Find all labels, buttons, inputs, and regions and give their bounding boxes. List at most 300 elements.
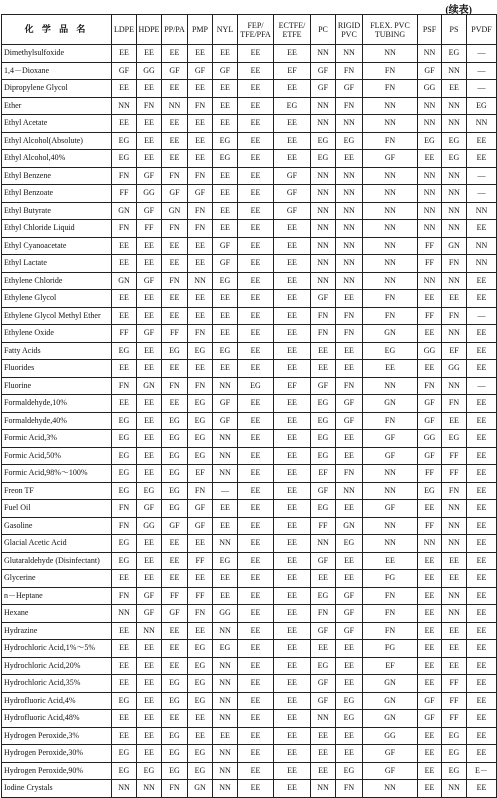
table-row: [2, 220, 497, 238]
rating-cell: NN: [311, 185, 336, 203]
rating-cell: EE: [137, 342, 162, 360]
rating-cell: EE: [162, 570, 188, 588]
rating-cell: GF: [137, 605, 162, 623]
rating-cell: EG: [311, 657, 336, 675]
rating-cell: FG: [363, 570, 418, 588]
table-row: [2, 692, 497, 710]
rating-cell: EE: [418, 360, 442, 378]
rating-cell: EG: [112, 745, 137, 763]
rating-cell: EE: [112, 675, 137, 693]
rating-cell: EE: [467, 360, 497, 378]
rating-cell: EG: [213, 132, 238, 150]
rating-cell: GF: [363, 150, 418, 168]
rating-cell: EE: [162, 255, 188, 273]
rating-cell: EE: [137, 412, 162, 430]
rating-cell: EE: [162, 150, 188, 168]
rating-cell: GF: [418, 62, 442, 80]
rating-cell: NN: [213, 745, 238, 763]
rating-cell: GF: [213, 412, 238, 430]
rating-cell: EE: [467, 622, 497, 640]
chemical-name-cell: Dipropylene Glycol: [2, 80, 112, 98]
rating-cell: EE: [274, 412, 311, 430]
rating-cell: EE: [238, 360, 274, 378]
table-row: [2, 360, 497, 378]
chemical-resistance-table: [1, 14, 497, 798]
table-row: [2, 430, 497, 448]
rating-cell: EG: [112, 150, 137, 168]
rating-cell: EG: [363, 342, 418, 360]
rating-cell: EE: [467, 465, 497, 483]
rating-cell: EG: [336, 710, 363, 728]
rating-cell: EE: [213, 220, 238, 238]
rating-cell: GF: [336, 605, 363, 623]
rating-cell: GF: [137, 202, 162, 220]
table-row: [2, 500, 497, 518]
rating-cell: EG: [137, 482, 162, 500]
rating-cell: NN: [418, 167, 442, 185]
rating-cell: EE: [162, 710, 188, 728]
rating-cell: NN: [213, 377, 238, 395]
rating-cell: NN: [213, 657, 238, 675]
rating-cell: EE: [418, 675, 442, 693]
table-row: [2, 447, 497, 465]
chemical-name-cell: Gasoline: [2, 517, 112, 535]
rating-cell: NN: [336, 115, 363, 133]
rating-cell: EG: [112, 342, 137, 360]
chemical-name-cell: Dimethylsulfoxide: [2, 45, 112, 63]
rating-cell: EE: [442, 412, 467, 430]
rating-cell: EE: [274, 535, 311, 553]
rating-cell: EG: [162, 692, 188, 710]
rating-cell: EG: [274, 97, 311, 115]
rating-cell: EE: [238, 45, 274, 63]
rating-cell: —: [467, 307, 497, 325]
rating-cell: EG: [188, 395, 213, 413]
rating-cell: FF: [442, 465, 467, 483]
rating-cell: EE: [274, 692, 311, 710]
rating-cell: EE: [336, 500, 363, 518]
rating-cell: NN: [442, 220, 467, 238]
rating-cell: FF: [188, 587, 213, 605]
rating-cell: EE: [336, 657, 363, 675]
rating-cell: EE: [112, 640, 137, 658]
rating-cell: EE: [238, 167, 274, 185]
rating-cell: EE: [137, 535, 162, 553]
rating-cell: EG: [162, 482, 188, 500]
rating-cell: NN: [213, 675, 238, 693]
rating-cell: —: [467, 167, 497, 185]
rating-cell: EG: [188, 745, 213, 763]
rating-cell: EE: [213, 185, 238, 203]
rating-cell: EE: [238, 675, 274, 693]
rating-cell: EE: [274, 570, 311, 588]
rating-cell: NN: [418, 220, 442, 238]
header-pc: PC: [311, 15, 336, 45]
rating-cell: EE: [162, 657, 188, 675]
rating-cell: EE: [467, 710, 497, 728]
rating-cell: FN: [363, 412, 418, 430]
rating-cell: EE: [238, 237, 274, 255]
rating-cell: NN: [442, 500, 467, 518]
rating-cell: FN: [336, 62, 363, 80]
rating-cell: EF: [311, 465, 336, 483]
chemical-name-cell: Fuel Oil: [2, 500, 112, 518]
rating-cell: GF: [213, 62, 238, 80]
rating-cell: GF: [336, 80, 363, 98]
rating-cell: NN: [311, 780, 336, 798]
rating-cell: EE: [274, 342, 311, 360]
rating-cell: EE: [112, 395, 137, 413]
rating-cell: NN: [442, 115, 467, 133]
rating-cell: FN: [336, 325, 363, 343]
chemical-name-cell: Hexane: [2, 605, 112, 623]
rating-cell: EE: [418, 570, 442, 588]
rating-cell: EG: [442, 45, 467, 63]
rating-cell: EE: [137, 710, 162, 728]
rating-cell: EE: [274, 780, 311, 798]
rating-cell: FN: [188, 482, 213, 500]
rating-cell: NN: [213, 447, 238, 465]
rating-cell: NN: [442, 202, 467, 220]
rating-cell: FN: [112, 220, 137, 238]
rating-cell: EE: [418, 150, 442, 168]
table-row: [2, 255, 497, 273]
rating-cell: EE: [238, 500, 274, 518]
header-pmp: PMP: [188, 15, 213, 45]
rating-cell: EE: [238, 185, 274, 203]
rating-cell: EE: [112, 727, 137, 745]
rating-cell: EG: [442, 727, 467, 745]
rating-cell: GF: [137, 167, 162, 185]
rating-cell: EE: [188, 115, 213, 133]
rating-cell: NN: [363, 377, 418, 395]
rating-cell: NN: [418, 115, 442, 133]
rating-cell: NN: [137, 780, 162, 798]
chemical-name-cell: Ethyl Butyrate: [2, 202, 112, 220]
rating-cell: EG: [188, 412, 213, 430]
rating-cell: FF: [162, 325, 188, 343]
rating-cell: EE: [238, 430, 274, 448]
rating-cell: GF: [137, 325, 162, 343]
rating-cell: FF: [442, 675, 467, 693]
rating-cell: EE: [274, 45, 311, 63]
chemical-name-cell: Glycerine: [2, 570, 112, 588]
rating-cell: GF: [311, 692, 336, 710]
rating-cell: EE: [336, 290, 363, 308]
rating-cell: NN: [213, 762, 238, 780]
rating-cell: EE: [238, 517, 274, 535]
table-row: [2, 45, 497, 63]
rating-cell: EE: [467, 727, 497, 745]
rating-cell: EG: [311, 447, 336, 465]
rating-cell: —: [467, 80, 497, 98]
rating-cell: GF: [162, 517, 188, 535]
rating-cell: EE: [467, 342, 497, 360]
rating-cell: NN: [442, 62, 467, 80]
rating-cell: EE: [112, 115, 137, 133]
rating-cell: EE: [274, 132, 311, 150]
rating-cell: EE: [336, 150, 363, 168]
rating-cell: NN: [442, 167, 467, 185]
rating-cell: GG: [137, 185, 162, 203]
rating-cell: EE: [162, 290, 188, 308]
rating-cell: EE: [418, 727, 442, 745]
chemical-name-cell: n－Heptane: [2, 587, 112, 605]
header-ps: PS: [442, 15, 467, 45]
rating-cell: GF: [336, 412, 363, 430]
rating-cell: NN: [418, 535, 442, 553]
table-row: [2, 482, 497, 500]
rating-cell: FN: [442, 482, 467, 500]
rating-cell: EE: [137, 552, 162, 570]
rating-cell: FF: [137, 220, 162, 238]
table-row: [2, 202, 497, 220]
table-row: [2, 185, 497, 203]
rating-cell: EE: [213, 570, 238, 588]
rating-cell: GN: [137, 377, 162, 395]
chemical-name-cell: Ethyl Alcohol(Absolute): [2, 132, 112, 150]
header-nyl: NYL: [213, 15, 238, 45]
rating-cell: FN: [188, 97, 213, 115]
rating-cell: EE: [274, 675, 311, 693]
rating-cell: NN: [336, 167, 363, 185]
rating-cell: EG: [112, 430, 137, 448]
rating-cell: GF: [311, 290, 336, 308]
rating-cell: EE: [274, 307, 311, 325]
chemical-name-cell: Fluorides: [2, 360, 112, 378]
rating-cell: NN: [213, 692, 238, 710]
rating-cell: FN: [363, 605, 418, 623]
rating-cell: EE: [137, 237, 162, 255]
rating-cell: EG: [213, 552, 238, 570]
rating-cell: NN: [311, 237, 336, 255]
rating-cell: EG: [162, 675, 188, 693]
rating-cell: EE: [188, 727, 213, 745]
header-row: [2, 15, 497, 45]
rating-cell: EE: [336, 430, 363, 448]
table-row: [2, 605, 497, 623]
rating-cell: GN: [363, 692, 418, 710]
rating-cell: EE: [162, 307, 188, 325]
rating-cell: NN: [311, 272, 336, 290]
rating-cell: EE: [363, 552, 418, 570]
rating-cell: EE: [112, 360, 137, 378]
rating-cell: EE: [274, 290, 311, 308]
rating-cell: EG: [188, 675, 213, 693]
rating-cell: EE: [112, 290, 137, 308]
chemical-name-cell: Hydrochloric Acid,35%: [2, 675, 112, 693]
table-row: [2, 780, 497, 798]
rating-cell: EG: [213, 150, 238, 168]
rating-cell: EE: [137, 307, 162, 325]
rating-cell: GG: [137, 62, 162, 80]
rating-cell: EE: [274, 465, 311, 483]
chemical-name-cell: Hydrofluoric Acid,4%: [2, 692, 112, 710]
rating-cell: FN: [363, 622, 418, 640]
rating-cell: EE: [188, 570, 213, 588]
rating-cell: EE: [213, 115, 238, 133]
rating-cell: NN: [311, 710, 336, 728]
rating-cell: EE: [112, 237, 137, 255]
rating-cell: FF: [418, 517, 442, 535]
rating-cell: EE: [336, 342, 363, 360]
rating-cell: EE: [442, 657, 467, 675]
rating-cell: FN: [442, 395, 467, 413]
rating-cell: GG: [137, 517, 162, 535]
rating-cell: NN: [442, 605, 467, 623]
rating-cell: EE: [336, 570, 363, 588]
rating-cell: EE: [418, 745, 442, 763]
rating-cell: GN: [363, 325, 418, 343]
rating-cell: EE: [137, 657, 162, 675]
rating-cell: GF: [363, 500, 418, 518]
rating-cell: FN: [363, 307, 418, 325]
rating-cell: GF: [311, 622, 336, 640]
rating-cell: EG: [162, 745, 188, 763]
rating-cell: EE: [213, 80, 238, 98]
rating-cell: EE: [137, 150, 162, 168]
rating-cell: EE: [188, 45, 213, 63]
rating-cell: FF: [418, 307, 442, 325]
rating-cell: FN: [363, 62, 418, 80]
table-row: [2, 745, 497, 763]
header-chemical-name: 化 学 品 名: [2, 15, 112, 45]
rating-cell: EE: [238, 482, 274, 500]
rating-cell: NN: [311, 220, 336, 238]
table-row: [2, 412, 497, 430]
rating-cell: GF: [311, 80, 336, 98]
chemical-name-cell: Hydrogen Peroxide,90%: [2, 762, 112, 780]
rating-cell: NN: [418, 45, 442, 63]
rating-cell: EG: [336, 535, 363, 553]
rating-cell: EG: [162, 500, 188, 518]
rating-cell: GF: [162, 62, 188, 80]
rating-cell: NN: [363, 482, 418, 500]
rating-cell: NN: [442, 587, 467, 605]
rating-cell: EE: [238, 395, 274, 413]
rating-cell: NN: [442, 780, 467, 798]
rating-cell: GF: [418, 395, 442, 413]
rating-cell: EE: [188, 255, 213, 273]
rating-cell: EE: [336, 552, 363, 570]
rating-cell: EE: [238, 745, 274, 763]
rating-cell: EG: [213, 272, 238, 290]
rating-cell: EE: [467, 692, 497, 710]
rating-cell: —: [467, 185, 497, 203]
rating-cell: EE: [336, 727, 363, 745]
rating-cell: EE: [467, 395, 497, 413]
header-ectfe-etfe: ECTFE/ ETFE: [274, 15, 311, 45]
rating-cell: EE: [162, 360, 188, 378]
rating-cell: EG: [311, 430, 336, 448]
rating-cell: EG: [311, 412, 336, 430]
rating-cell: FN: [363, 132, 418, 150]
rating-cell: EE: [311, 745, 336, 763]
rating-cell: EE: [467, 412, 497, 430]
chemical-name-cell: Ethyl Benzene: [2, 167, 112, 185]
rating-cell: EE: [418, 780, 442, 798]
rating-cell: NN: [363, 237, 418, 255]
rating-cell: NN: [213, 622, 238, 640]
rating-cell: FN: [311, 605, 336, 623]
rating-cell: EF: [274, 62, 311, 80]
rating-cell: EE: [137, 570, 162, 588]
rating-cell: EE: [418, 657, 442, 675]
chemical-name-cell: Ethylene Chloride: [2, 272, 112, 290]
table-row: [2, 727, 497, 745]
rating-cell: GF: [418, 412, 442, 430]
rating-cell: NN: [363, 255, 418, 273]
rating-cell: EE: [238, 325, 274, 343]
rating-cell: EE: [213, 587, 238, 605]
chemical-name-cell: Ethyl Benzoate: [2, 185, 112, 203]
rating-cell: EE: [442, 640, 467, 658]
rating-cell: NN: [442, 185, 467, 203]
rating-cell: EE: [238, 587, 274, 605]
rating-cell: EE: [238, 62, 274, 80]
rating-cell: EE: [311, 640, 336, 658]
chemical-name-cell: Ethyl Alcohol,40%: [2, 150, 112, 168]
rating-cell: NN: [112, 97, 137, 115]
rating-cell: NN: [363, 780, 418, 798]
rating-cell: EE: [467, 780, 497, 798]
rating-cell: EE: [238, 605, 274, 623]
chemical-name-cell: Ethylene Glycol: [2, 290, 112, 308]
rating-cell: NN: [336, 237, 363, 255]
rating-cell: FF: [188, 552, 213, 570]
rating-cell: NN: [363, 220, 418, 238]
rating-cell: FN: [311, 325, 336, 343]
rating-cell: NN: [213, 465, 238, 483]
rating-cell: EE: [213, 325, 238, 343]
rating-cell: E－: [467, 762, 497, 780]
rating-cell: FN: [418, 377, 442, 395]
rating-cell: EE: [274, 430, 311, 448]
rating-cell: EE: [418, 762, 442, 780]
rating-cell: NN: [467, 202, 497, 220]
table-row: [2, 465, 497, 483]
rating-cell: NN: [363, 97, 418, 115]
rating-cell: EE: [188, 360, 213, 378]
rating-cell: GG: [363, 727, 418, 745]
table-row: [2, 167, 497, 185]
rating-cell: GF: [363, 430, 418, 448]
rating-cell: EE: [238, 692, 274, 710]
rating-cell: FN: [363, 290, 418, 308]
rating-cell: EE: [112, 80, 137, 98]
rating-cell: GF: [363, 762, 418, 780]
rating-cell: EG: [311, 587, 336, 605]
chemical-name-cell: Freon TF: [2, 482, 112, 500]
rating-cell: NN: [213, 710, 238, 728]
chemical-name-cell: Ethylene Glycol Methyl Ether: [2, 307, 112, 325]
rating-cell: EE: [467, 587, 497, 605]
rating-cell: GN: [112, 202, 137, 220]
rating-cell: EE: [274, 395, 311, 413]
rating-cell: GN: [188, 780, 213, 798]
rating-cell: GF: [418, 692, 442, 710]
rating-cell: EE: [188, 710, 213, 728]
rating-cell: EE: [274, 80, 311, 98]
rating-cell: NN: [442, 535, 467, 553]
header-flex-pvc-tubing: FLEX. PVC TUBING: [363, 15, 418, 45]
chemical-name-cell: Ethylene Oxide: [2, 325, 112, 343]
rating-cell: EE: [467, 675, 497, 693]
rating-cell: NN: [112, 780, 137, 798]
rating-cell: EE: [137, 255, 162, 273]
rating-cell: EG: [311, 132, 336, 150]
rating-cell: EE: [418, 640, 442, 658]
